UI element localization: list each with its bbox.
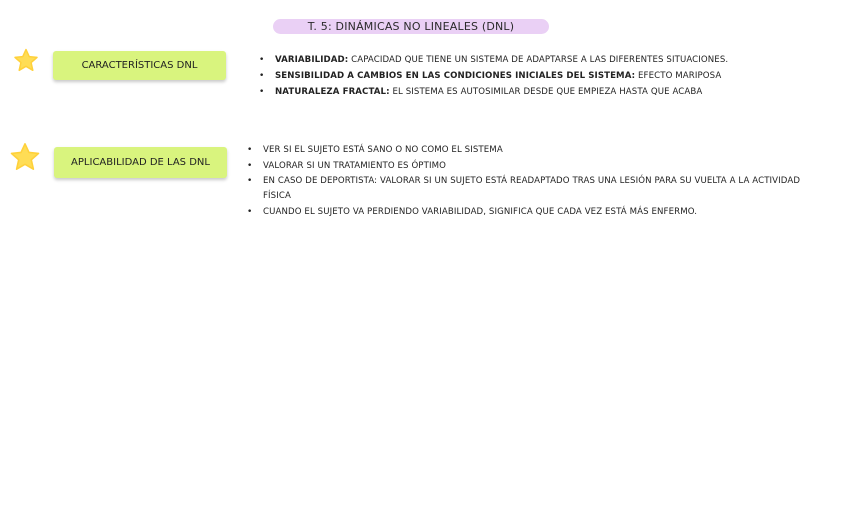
- item-text: EN CASO DE DEPORTISTA: VALORAR SI UN SUJETO ESTÁ READAPTADO TRAS UNA LESIÓN PARA SU VUELTA A LA ACTIVIDAD FÍSICA: [263, 176, 801, 201]
- bullet-icon: •: [247, 176, 253, 186]
- item-text: CUANDO EL SUJETO VA PERDIENDO VARIABILIDAD, SIGNIFICA QUE CADA VEZ ESTÁ MÁS ENFERMO.: [263, 206, 698, 217]
- item-keyword: VARIABILIDAD:: [275, 55, 349, 65]
- section-label-caracteristicas: CARACTERÍSTICAS DNL: [53, 51, 226, 80]
- list-item: [257, 52, 817, 68]
- list-item: [245, 159, 815, 174]
- bullet-icon: •: [247, 160, 253, 171]
- bullet-icon: •: [259, 87, 265, 97]
- star-icon: [9, 142, 41, 173]
- list-item: [245, 205, 815, 220]
- item-text: EL SISTEMA ES AUTOSIMILAR DESDE QUE EMPIEZA HASTA QUE ACABA: [392, 87, 703, 97]
- bullet-icon: •: [247, 145, 253, 155]
- bullet-icon: •: [259, 71, 265, 81]
- item-keyword: NATURALEZA FRACTAL:: [275, 87, 390, 97]
- item-text: EFECTO MARIPOSA: [638, 71, 722, 81]
- bullet-icon: •: [259, 55, 265, 65]
- caracteristicas-list: [257, 52, 817, 100]
- star-icon: [13, 48, 39, 73]
- item-text: VALORAR SI UN TRATAMIENTO ES ÓPTIMO: [263, 160, 446, 171]
- list-item: [245, 143, 815, 158]
- aplicabilidad-list: [245, 143, 815, 220]
- list-item: [257, 68, 817, 84]
- item-text: CAPACIDAD QUE TIENE UN SISTEMA DE ADAPTARSE A LAS DIFERENTES SITUACIONES.: [351, 55, 729, 65]
- page-title: T. 5: DINÁMICAS NO LINEALES (DNL): [273, 19, 549, 34]
- bullet-icon: •: [247, 206, 253, 217]
- section-label-aplicabilidad: APLICABILIDAD DE LAS DNL: [54, 147, 227, 178]
- list-item: [245, 174, 815, 204]
- item-text: VER SI EL SUJETO ESTÁ SANO O NO COMO EL SISTEMA: [263, 145, 503, 155]
- list-item: [257, 84, 817, 100]
- item-keyword: SENSIBILIDAD A CAMBIOS EN LAS CONDICIONES INICIALES DEL SISTEMA:: [275, 71, 636, 81]
